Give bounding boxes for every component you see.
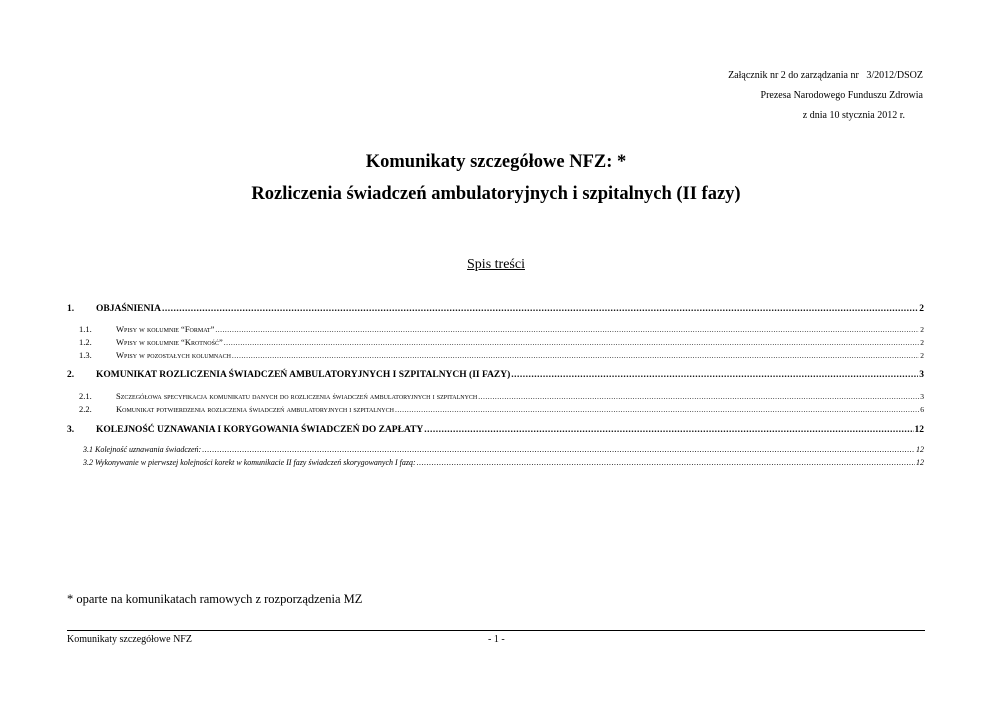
toc-entry-page: 2: [920, 351, 924, 360]
toc-leader-dots: [232, 351, 919, 360]
toc-entry-2-1[interactable]: [67, 391, 924, 401]
toc-entry-number: 2.: [67, 370, 75, 380]
toc-entry-text: 3.2 Wykonywanie w pierwszej kolejności korekt w komunikacie II fazy świadczeń skorygowanych I fazą:: [83, 458, 416, 467]
toc-entry-text: OBJAŚNIENIA: [96, 304, 161, 314]
annex-line-3: z dnia 10 stycznia 2012 r.: [802, 110, 905, 121]
toc-leader-dots: [417, 458, 915, 467]
annex-line-1: Załącznik nr 2 do zarządzania nr 3/2012/DSOZ: [728, 70, 923, 81]
toc-entry-text: Wpisy w kolumnie “Krotność”: [116, 337, 223, 347]
annex-header: [728, 66, 923, 126]
toc-entry-text: Wpisy w kolumnie “Format”: [116, 324, 215, 334]
toc-entry-page: 2: [920, 325, 924, 334]
toc-leader-dots: [395, 405, 919, 414]
toc-entry-number: 1.: [67, 304, 75, 314]
toc-entry-page: 12: [916, 445, 924, 454]
toc-entry-3-2[interactable]: [67, 458, 924, 467]
toc-entry-page: 3: [920, 392, 924, 401]
toc-entry-text: Komunikat potwierdzenia rozliczenia świadczeń ambulatoryjnych i szpitalnych: [116, 404, 394, 414]
toc-entry-page: 12: [914, 425, 924, 435]
toc-entry-page: 2: [919, 304, 924, 314]
toc-entry-page: 2: [920, 338, 924, 347]
footer-page-number: - 1 -: [488, 634, 505, 645]
toc-entry-1-1[interactable]: [67, 324, 924, 334]
annex-line-2: Prezesa Narodowego Funduszu Zdrowia: [760, 90, 923, 101]
toc-entry-page: 3: [919, 370, 924, 380]
toc-entry-3-1[interactable]: [67, 445, 924, 454]
toc-leader-dots: [162, 304, 918, 314]
toc-entry-page: 12: [916, 458, 924, 467]
toc-entry-text: KOMUNIKAT ROZLICZENIA ŚWIADCZEŃ AMBULATORYJNYCH I SZPITALNYCH (II FAZY): [96, 370, 511, 380]
toc-leader-dots: [224, 338, 920, 347]
toc-leader-dots: [215, 325, 919, 334]
toc-entry-3[interactable]: [67, 425, 924, 435]
toc-entry-text: Szczegółowa specyfikacja komunikatu danych do rozliczenia świadczeń ambulatoryjnych i szpitalnych: [116, 391, 478, 401]
document-title-line-2: Rozliczenia świadczeń ambulatoryjnych i szpitalnych (II fazy): [251, 184, 741, 204]
toc-heading: Spis treści: [467, 257, 525, 272]
toc-entry-number: 3.: [67, 425, 75, 435]
toc-entry-1-3[interactable]: [67, 350, 924, 360]
toc-entry-text: KOLEJNOŚĆ UZNAWANIA I KORYGOWANIA ŚWIADCZEŃ DO ZAPŁATY: [96, 425, 424, 435]
footer-divider: [67, 630, 925, 631]
toc-leader-dots: [424, 425, 913, 435]
toc-entry-2-2[interactable]: [67, 404, 924, 414]
toc-entry-number: 2.1.: [79, 391, 92, 401]
toc-entry-1-2[interactable]: [67, 337, 924, 347]
document-title-line-1: Komunikaty szczegółowe NFZ: *: [365, 152, 627, 172]
toc-entry-1[interactable]: [67, 304, 924, 314]
toc-entry-number: 1.3.: [79, 350, 92, 360]
toc-leader-dots: [478, 392, 919, 401]
footnote: * oparte na komunikatach ramowych z rozporządzenia MZ: [67, 592, 363, 606]
footer-document-name: Komunikaty szczegółowe NFZ: [67, 634, 192, 645]
toc-leader-dots: [202, 445, 915, 454]
toc-entry-number: 1.1.: [79, 324, 92, 334]
toc-entry-number: 2.2.: [79, 404, 92, 414]
toc-entry-text: Wpisy w pozostałych kolumnach: [116, 350, 231, 360]
toc-leader-dots: [511, 370, 918, 380]
toc-entry-2[interactable]: [67, 370, 924, 380]
toc-entry-number: 1.2.: [79, 337, 92, 347]
toc-entry-page: 6: [920, 405, 924, 414]
toc-entry-text: 3.1 Kolejność uznawania świadczeń:: [83, 445, 202, 454]
